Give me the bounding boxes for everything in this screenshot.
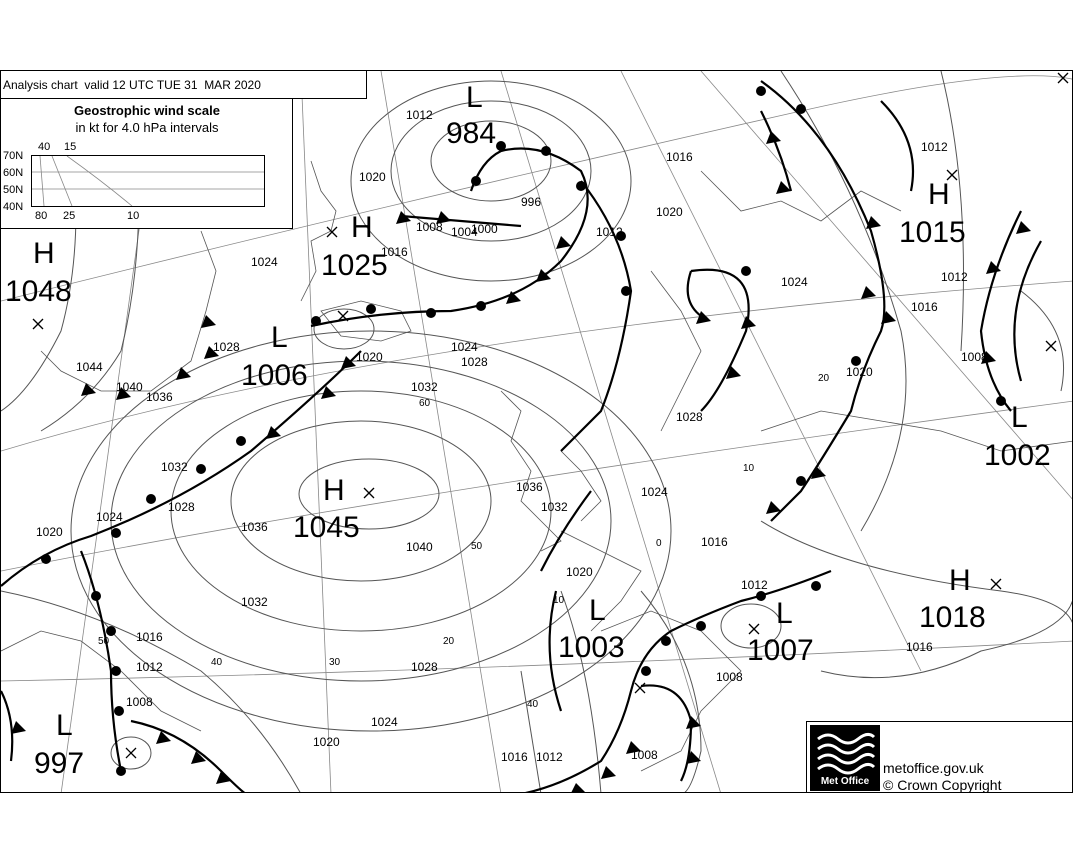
low-pressure-value: 1007 — [747, 634, 814, 667]
isobar-label: 1016 — [501, 750, 528, 764]
grid-label: 30 — [329, 657, 341, 668]
isobar-label: 1008 — [126, 695, 153, 709]
high-pressure-letter: H — [928, 178, 950, 211]
high-pressure-value: 1025 — [321, 249, 388, 282]
isobar-label: 1040 — [116, 380, 143, 394]
low-pressure-value: 984 — [446, 117, 497, 150]
isobar-label: 1028 — [411, 660, 438, 674]
wind-scale-curves — [32, 156, 264, 206]
isobar-label: 1032 — [161, 460, 188, 474]
branding-panel — [806, 721, 1073, 793]
low-pressure-letter: L — [271, 321, 288, 354]
wind-scale-title: Geostrophic wind scale — [74, 103, 220, 118]
low-pressure-value: 997 — [34, 747, 85, 780]
isobar-label: 1020 — [846, 365, 873, 379]
isobar-label: 1016 — [666, 150, 693, 164]
isobar-label: 1028 — [461, 355, 488, 369]
isobar-label: 1012 — [406, 108, 433, 122]
isobar-label: 1032 — [541, 500, 568, 514]
high-pressure-value: 1045 — [293, 511, 360, 544]
isobar-label: 1008 — [961, 350, 988, 364]
grid-label: 20 — [818, 373, 830, 384]
isobar-label: 1020 — [359, 170, 386, 184]
isobar-label: 1016 — [701, 535, 728, 549]
wave-icon — [810, 725, 880, 775]
isobar-label: 1008 — [631, 748, 658, 762]
chart-title: Analysis chart valid 12 UTC TUE 31 MAR 2020 — [1, 71, 367, 99]
speed-label: 15 — [64, 141, 77, 153]
grid-label: 50 — [98, 636, 110, 647]
lat-label: 70N — [3, 150, 24, 162]
website-link[interactable]: metoffice.gov.uk — [883, 760, 984, 776]
grid-label: 60 — [419, 398, 431, 409]
wind-scale-subtitle: in kt for 4.0 hPa intervals — [75, 120, 219, 135]
isobar-label: 1008 — [416, 220, 443, 234]
copyright-text: © Crown Copyright — [883, 777, 1002, 793]
isobar-label: 996 — [521, 195, 542, 209]
isobar-label: 1012 — [741, 578, 768, 592]
isobar-label: 1024 — [96, 510, 123, 524]
isobar-label: 1036 — [146, 390, 173, 404]
centre-marker — [991, 579, 1001, 589]
isobar-label: 1012 — [536, 750, 563, 764]
isobar-label: 1012 — [596, 225, 623, 239]
centre-marker — [364, 488, 374, 498]
isobar-label: 1024 — [781, 275, 808, 289]
centre-marker — [635, 683, 645, 693]
isobar-label: 1020 — [656, 205, 683, 219]
high-pressure-letter: H — [351, 211, 373, 244]
high-pressure-letter: H — [323, 474, 345, 507]
isobar-label: 1008 — [716, 670, 743, 684]
low-pressure-value: 1003 — [558, 631, 625, 664]
isobar-label: 1024 — [451, 340, 478, 354]
isobar-label: 1028 — [676, 410, 703, 424]
isobar-label: 1032 — [241, 595, 268, 609]
high-pressure-value: 1015 — [899, 216, 966, 249]
low-pressure-value: 1002 — [984, 439, 1051, 472]
lat-label: 40N — [3, 201, 24, 213]
speed-label: 40 — [38, 141, 51, 153]
isobar-label: 1016 — [906, 640, 933, 654]
isobar-label: 1012 — [941, 270, 968, 284]
isobar-label: 1040 — [406, 540, 433, 554]
speed-label: 10 — [127, 210, 140, 222]
centre-marker — [33, 319, 43, 329]
high-pressure-value: 1048 — [5, 275, 72, 308]
centre-marker — [749, 624, 759, 634]
grid-label: 20 — [443, 636, 455, 647]
high-pressure-letter: H — [949, 564, 971, 597]
centre-marker — [1046, 341, 1056, 351]
isobar-label: 1000 — [471, 222, 498, 236]
high-pressure-value: 1018 — [919, 601, 986, 634]
isobar-label: 1024 — [371, 715, 398, 729]
isobar-label: 1044 — [76, 360, 103, 374]
grid-label: 10 — [743, 463, 755, 474]
isobar-label: 1012 — [136, 660, 163, 674]
speed-label: 25 — [63, 210, 76, 222]
isobar-label: 1004 — [451, 225, 478, 239]
grid-label: 0 — [656, 538, 662, 549]
speed-label: 80 — [35, 210, 48, 222]
isobar-label: 1020 — [566, 565, 593, 579]
isobar-label: 1036 — [241, 520, 268, 534]
isobar-label: 1032 — [411, 380, 438, 394]
isobar-label: 1024 — [251, 255, 278, 269]
isobar-label: 1028 — [168, 500, 195, 514]
centre-marker — [126, 748, 136, 758]
low-pressure-value: 1006 — [241, 359, 308, 392]
isobar-label: 1028 — [213, 340, 240, 354]
grid-label: 40 — [211, 657, 223, 668]
grid-label: 10 — [553, 595, 565, 606]
lat-label: 60N — [3, 167, 24, 179]
grid-label: 40 — [527, 699, 539, 710]
isobar-label: 1036 — [516, 480, 543, 494]
isobar-label: 1016 — [381, 245, 408, 259]
met-office-logo — [810, 725, 880, 791]
low-pressure-letter: L — [56, 709, 73, 742]
weather-chart — [0, 70, 1073, 793]
grid-label: 50 — [471, 541, 483, 552]
low-pressure-letter: L — [1011, 401, 1028, 434]
isobar-label: 1020 — [36, 525, 63, 539]
logo-label: Met Office — [820, 776, 870, 787]
lat-label: 50N — [3, 184, 24, 196]
isobar-label: 1016 — [911, 300, 938, 314]
wind-scale-graph — [31, 155, 265, 207]
isobar-label: 1016 — [136, 630, 163, 644]
high-pressure-letter: H — [33, 237, 55, 270]
isobar-label: 1020 — [356, 350, 383, 364]
wind-scale-panel — [1, 99, 293, 229]
isobar-label: 1024 — [641, 485, 668, 499]
low-pressure-letter: L — [466, 81, 483, 114]
low-pressure-letter: L — [776, 597, 793, 630]
isobar-label: 1012 — [921, 140, 948, 154]
low-pressure-letter: L — [589, 594, 606, 627]
isobar-label: 1020 — [313, 735, 340, 749]
